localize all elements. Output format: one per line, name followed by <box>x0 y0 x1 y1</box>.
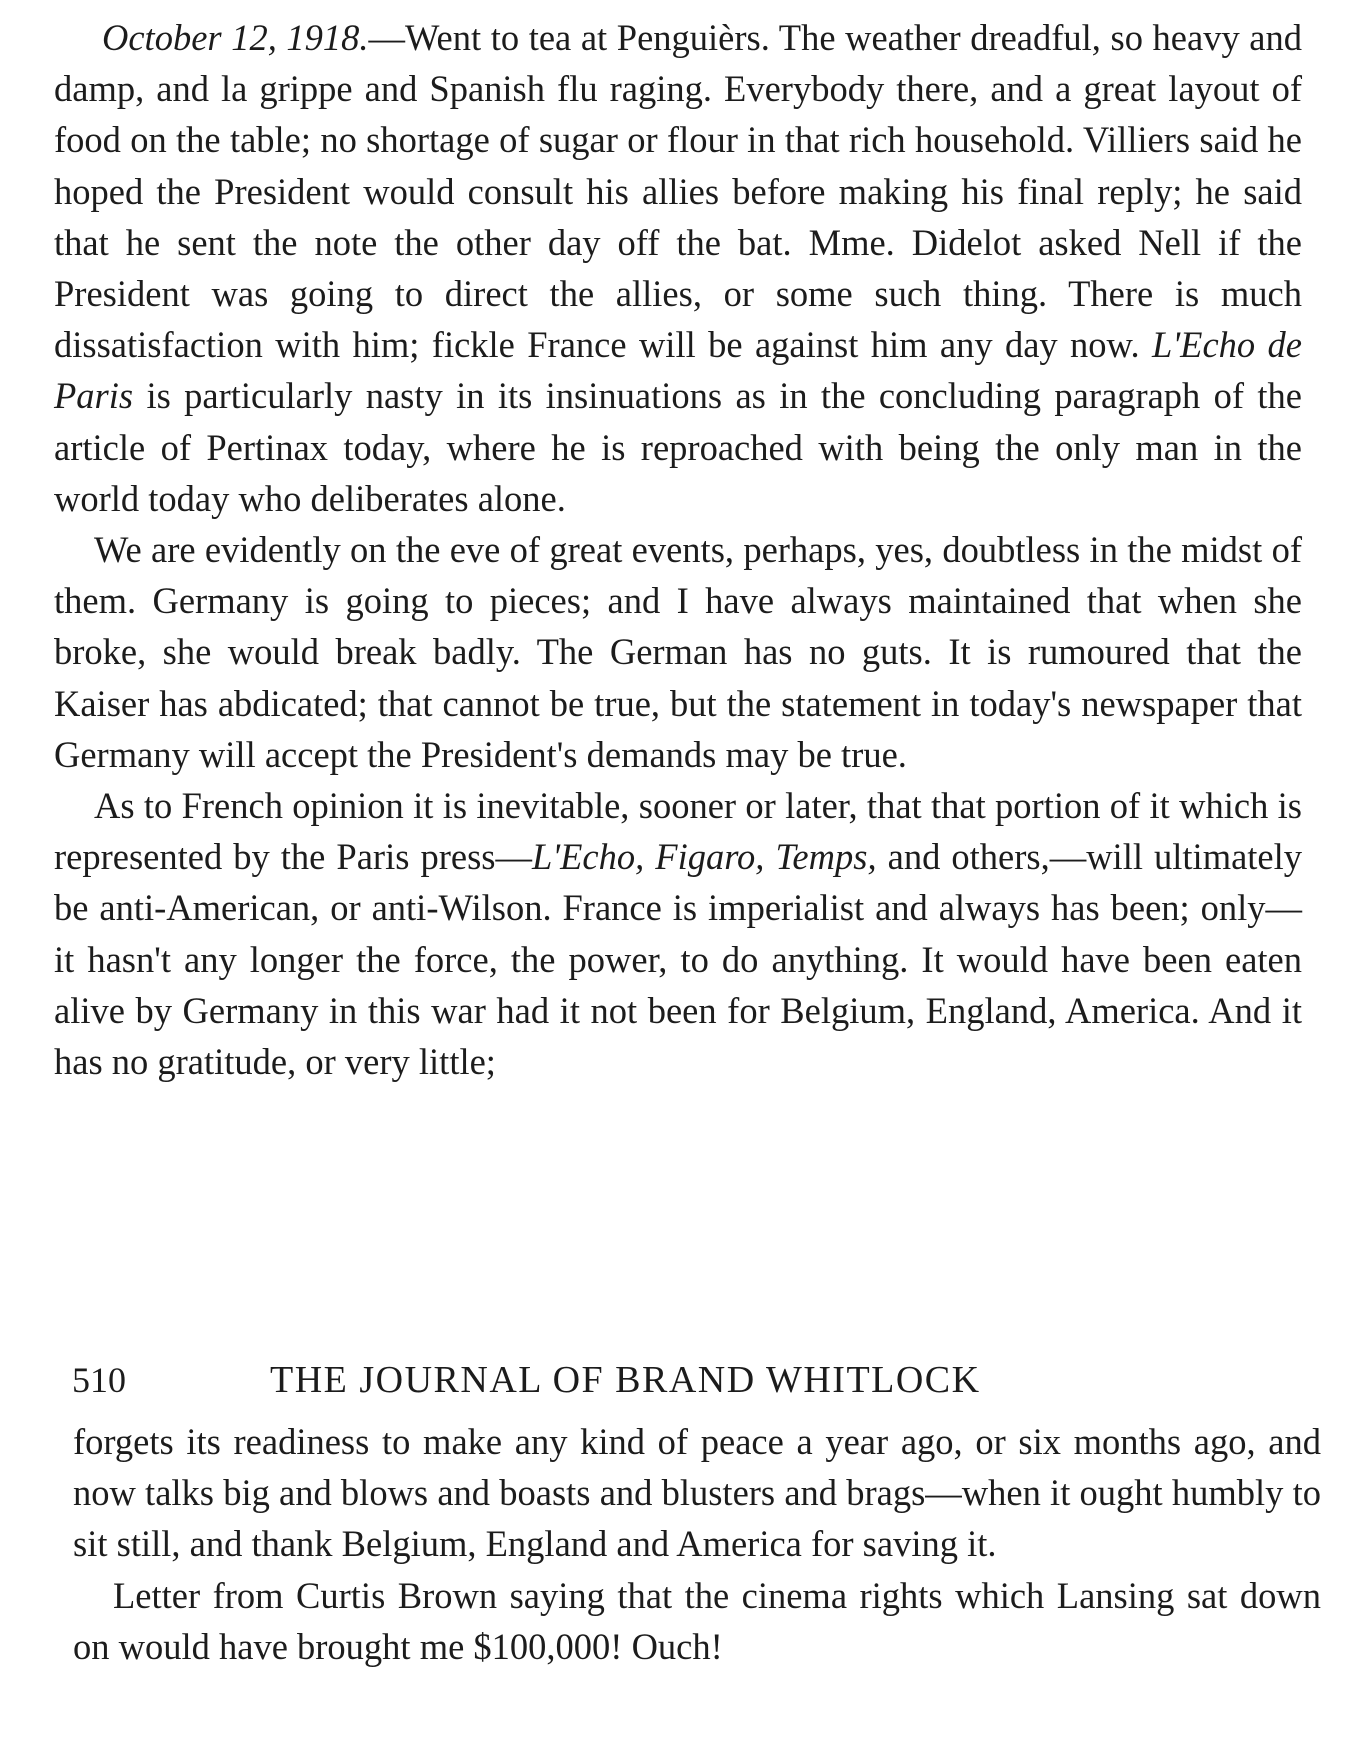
journal-text-bottom <box>73 1416 1321 1672</box>
entry-paragraph: forgets its readiness to make any kind of peace a year ago, or six months ago, and now talks big and blows and boasts and blusters and brags—when it ought humbly to sit still, and thank Belgium, England and America for saving it. <box>73 1421 1321 1565</box>
newspaper-titles: L'Echo, Figaro, Temps, <box>532 836 877 878</box>
newspaper-title: L'Echo de Paris <box>54 324 1302 417</box>
entry-paragraph <box>54 780 1302 1087</box>
entry-text: —Went to tea at Penguièrs. The weather dreadful, so heavy and damp, and la grippe and Spanish flu raging. Everybody there, and a great layout of food on the table; no shortage of sugar or flour in that rich household. Villiers said he hoped the President would consult his allies before making his final reply; he said that he sent the note the other day off the bat. Mme. Didelot asked Nell if the President was going to direct the allies, or some such thing. There is much dissatisfaction with him; fickle France will be against him any day now. <box>54 17 1302 366</box>
entry-date: October 12, 1918. <box>102 17 369 58</box>
entry-text: and others,—will ultimately be anti-American, or anti-Wilson. France is imperialist and always has been; only—it hasn't any longer the force, the power, to do anything. It would have been eaten alive by Germany in this war had it not been for Belgium, England, America. And it has no gratitude, or very little; <box>54 836 1303 1083</box>
entry-paragraph: We are evidently on the eve of great events, perhaps, yes, doubtless in the midst of them. Germany is going to pieces; and I have always maintained that when she broke, she would break badly. The German has no guts. It is rumoured that the Kaiser has abdicated; that cannot be true, but the statement in today's newspaper that Germany will accept the President's demands may be true. <box>54 529 1302 775</box>
entry-paragraph: Letter from Curtis Brown saying that the cinema rights which Lansing sat down on would have brought me $100,000! Ouch! <box>73 1574 1321 1667</box>
journal-text-top <box>54 12 1302 1087</box>
running-title: THE JOURNAL OF BRAND WHITLOCK <box>270 1359 981 1401</box>
entry-text: As to French opinion it is inevitable, sooner or later, that that portion of it which is represented by the Paris press— <box>54 785 1302 878</box>
entry-text: is particularly nasty in its insinuations as in the concluding paragraph of the article of Pertinax today, where he is reproached with being the only man in the world today who deliberates alone. <box>54 375 1302 519</box>
page-number: 510 <box>72 1360 126 1400</box>
running-header <box>72 1354 1322 1406</box>
entry-paragraph <box>54 12 1302 524</box>
